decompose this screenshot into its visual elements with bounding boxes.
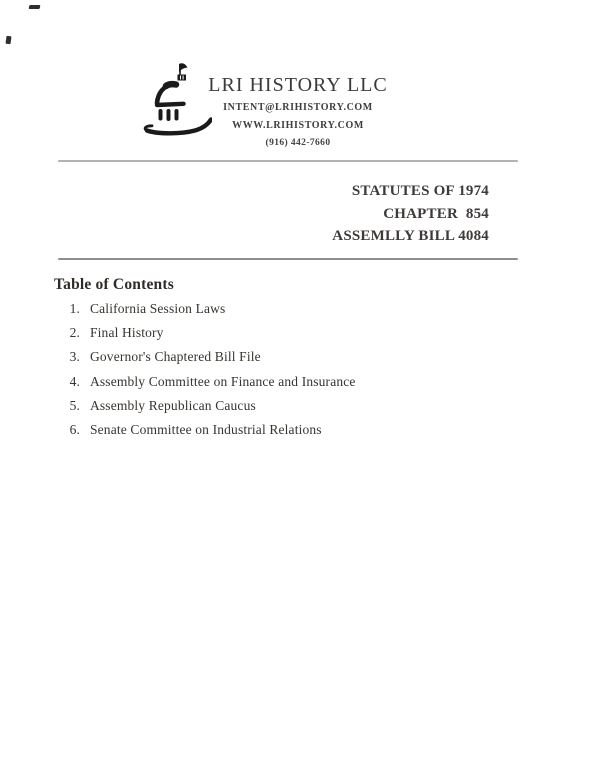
toc-item-label: Governor's Chaptered Bill File bbox=[90, 349, 261, 365]
content-divider bbox=[58, 258, 518, 260]
bill-reference-block bbox=[332, 180, 489, 248]
assembly-bill-line: ASSEMLLY BILL 4084 bbox=[332, 228, 489, 244]
toc-item-number: 4. bbox=[69, 373, 80, 389]
toc-list bbox=[54, 301, 524, 446]
toc-item-number: 1. bbox=[69, 301, 80, 316]
company-email: INTENT@LRIHISTORY.COM bbox=[223, 102, 373, 113]
chapter-line: CHAPTER 854 bbox=[383, 205, 489, 222]
scan-speck bbox=[5, 36, 11, 45]
toc-item-label: Assembly Committee on Finance and Insurance bbox=[90, 373, 356, 389]
toc-item bbox=[54, 301, 524, 325]
header-divider bbox=[58, 160, 518, 162]
company-phone: (916) 442-7660 bbox=[265, 138, 331, 148]
toc-item bbox=[54, 422, 524, 446]
toc-item-number: 3. bbox=[69, 349, 80, 365]
toc-item-number: 5. bbox=[69, 397, 80, 413]
statutes-line: STATUTES OF 1974 bbox=[351, 183, 489, 199]
company-name: LRI HISTORY LLC bbox=[208, 74, 388, 96]
toc-item bbox=[54, 374, 524, 398]
toc-item bbox=[54, 325, 524, 349]
toc-item-label: Assembly Republican Caucus bbox=[90, 397, 256, 413]
toc-item bbox=[54, 349, 524, 373]
toc-item-number: 6. bbox=[69, 421, 80, 437]
scan-speck bbox=[29, 5, 41, 9]
company-website: WWW.LRIHISTORY.COM bbox=[232, 120, 364, 131]
toc-item-label: Final History bbox=[90, 325, 164, 341]
toc-item bbox=[54, 398, 524, 422]
letterhead bbox=[170, 75, 426, 149]
toc-item-label: California Session Laws bbox=[90, 301, 226, 316]
toc-item-label: Senate Committee on Industrial Relations bbox=[90, 421, 322, 437]
toc-title: Table of Contents bbox=[54, 276, 174, 293]
toc-item-number: 2. bbox=[69, 325, 80, 341]
